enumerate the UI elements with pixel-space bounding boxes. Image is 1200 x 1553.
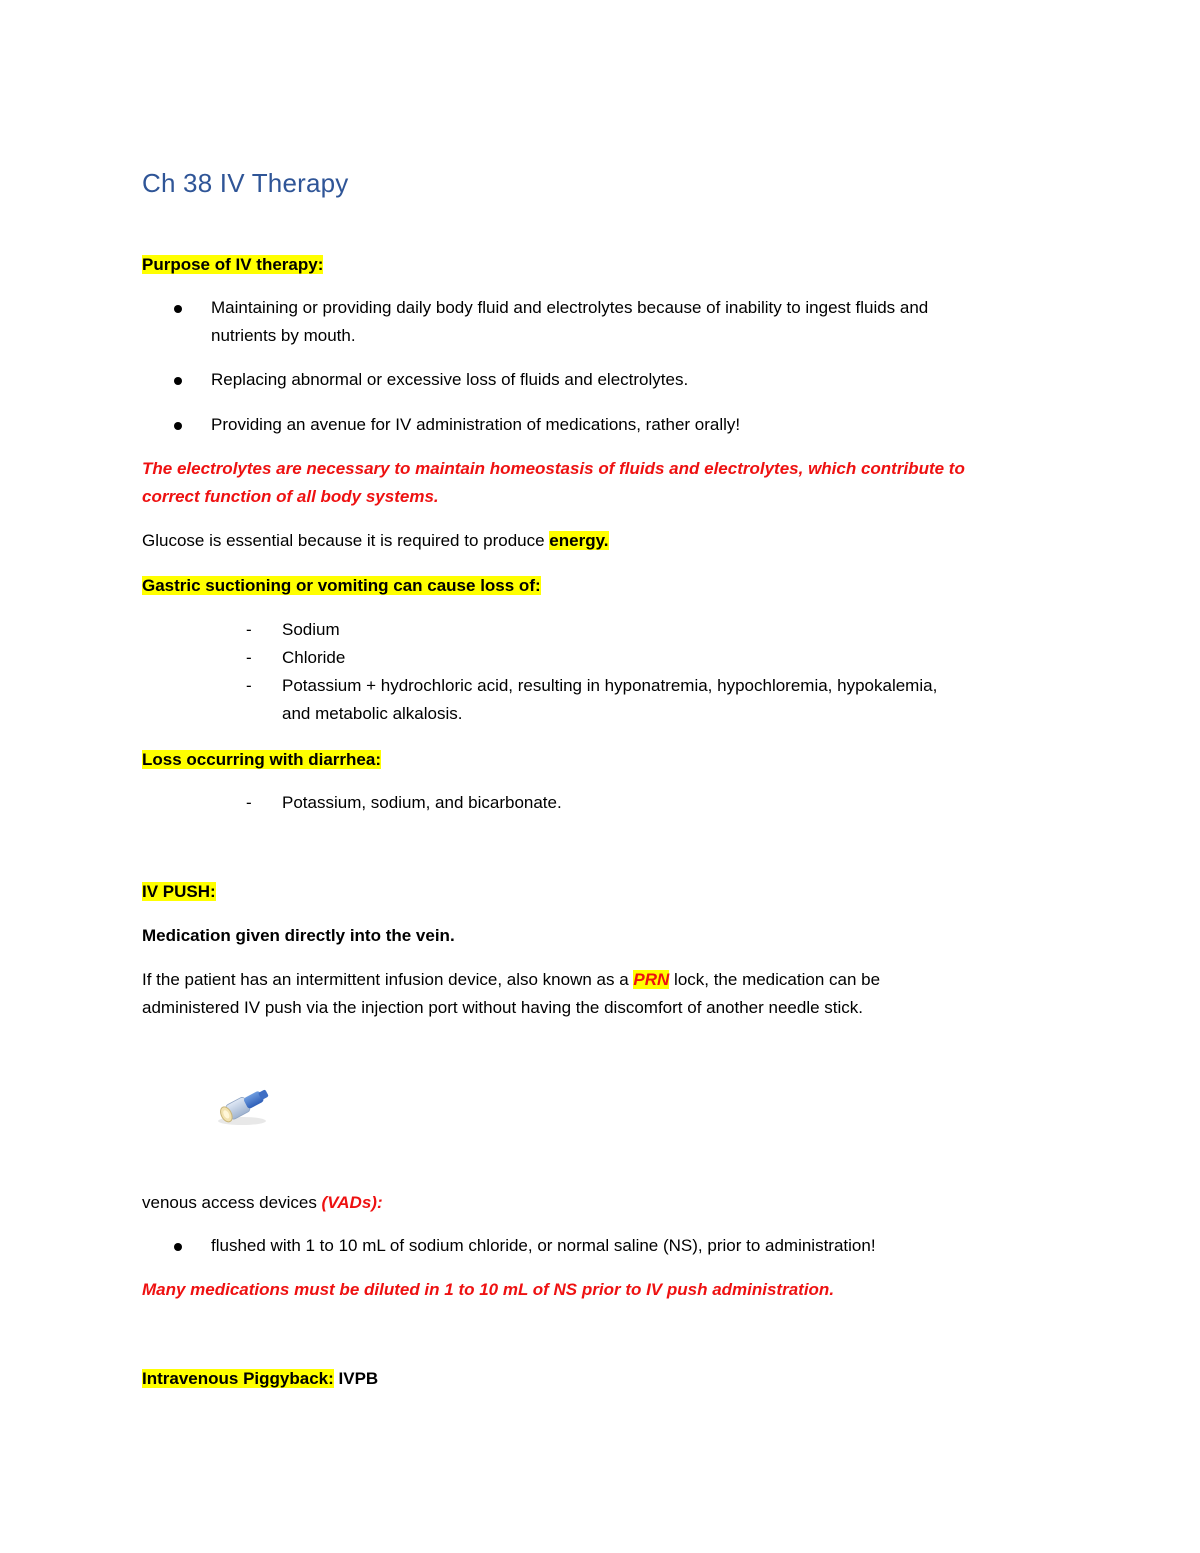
diarrhea-item: Potassium, sodium, and bicarbonate. [282,793,562,812]
gastric-item-chloride: Chloride [282,648,346,667]
bullet-dot-icon [174,422,182,430]
ivpb-line [142,1365,378,1393]
iv-push-subheading: Medication given directly into the vein. [142,926,455,945]
bullet-dot-icon [174,1243,182,1251]
electrolytes-note-line-2: correct function of all body systems. [142,487,439,506]
vad-abbrev: (VADs): [321,1193,383,1212]
gastric-heading-text: Gastric suctioning or vomiting can cause loss of: [142,576,541,595]
dash-marker: - [246,620,252,639]
diarrhea-heading-text: Loss occurring with diarrhea: [142,750,381,769]
vad-text: venous access devices [142,1193,322,1212]
purpose-heading-text: Purpose of IV therapy: [142,255,324,274]
gastric-item-potassium-line-2: and metabolic alkalosis. [282,704,463,723]
bullet-dot-icon [174,377,182,385]
diarrhea-heading [142,746,381,774]
page-title: Ch 38 IV Therapy [142,168,349,198]
iv-push-line-1 [142,966,880,994]
gastric-heading [142,572,541,600]
ivpb-heading: Intravenous Piggyback: [142,1369,334,1388]
purpose-bullet-2: Replacing abnormal or excessive loss of fluids and electrolytes. [211,370,689,389]
purpose-bullet-3: Providing an avenue for IV administration of medications, rather orally! [211,415,741,434]
electrolytes-note-line-1: The electrolytes are necessary to maintain homeostasis of fluids and electrolytes, which contribute to [142,459,965,478]
vad-line [142,1189,383,1217]
bullet-dot-icon [174,305,182,313]
iv-push-line-1-post: lock, the medication can be [669,970,881,989]
purpose-bullet-1-line-1: Maintaining or providing daily body fluid and electrolytes because of inability to ingest fluids and [211,298,929,317]
dash-marker: - [246,676,252,695]
vad-bullet: flushed with 1 to 10 mL of sodium chloride, or normal saline (NS), prior to administration! [211,1236,876,1255]
glucose-text: Glucose is essential because it is required to produce [142,531,550,550]
iv-push-heading [142,878,216,906]
iv-push-heading-text: IV PUSH: [142,882,216,901]
dash-marker: - [246,648,252,667]
purpose-bullet-1-line-2: nutrients by mouth. [211,326,356,345]
intermittent-infusion-device-image [212,1083,276,1127]
dash-marker: - [246,793,252,812]
gastric-item-potassium-line-1: Potassium + hydrochloric acid, resulting in hyponatremia, hypochloremia, hypokalemia, [282,676,938,695]
glucose-line [142,527,609,555]
purpose-heading [142,251,323,279]
ivpb-text: IVPB [333,1369,379,1388]
dilute-note: Many medications must be diluted in 1 to 10 mL of NS prior to IV push administration. [142,1280,835,1299]
iv-push-line-1-pre: If the patient has an intermittent infusion device, also known as a [142,970,634,989]
gastric-item-sodium: Sodium [282,620,340,639]
prn-highlight: PRN [633,970,670,989]
iv-push-line-2: administered IV push via the injection port without having the discomfort of another needle stick. [142,998,864,1017]
glucose-highlight: energy. [549,531,609,550]
